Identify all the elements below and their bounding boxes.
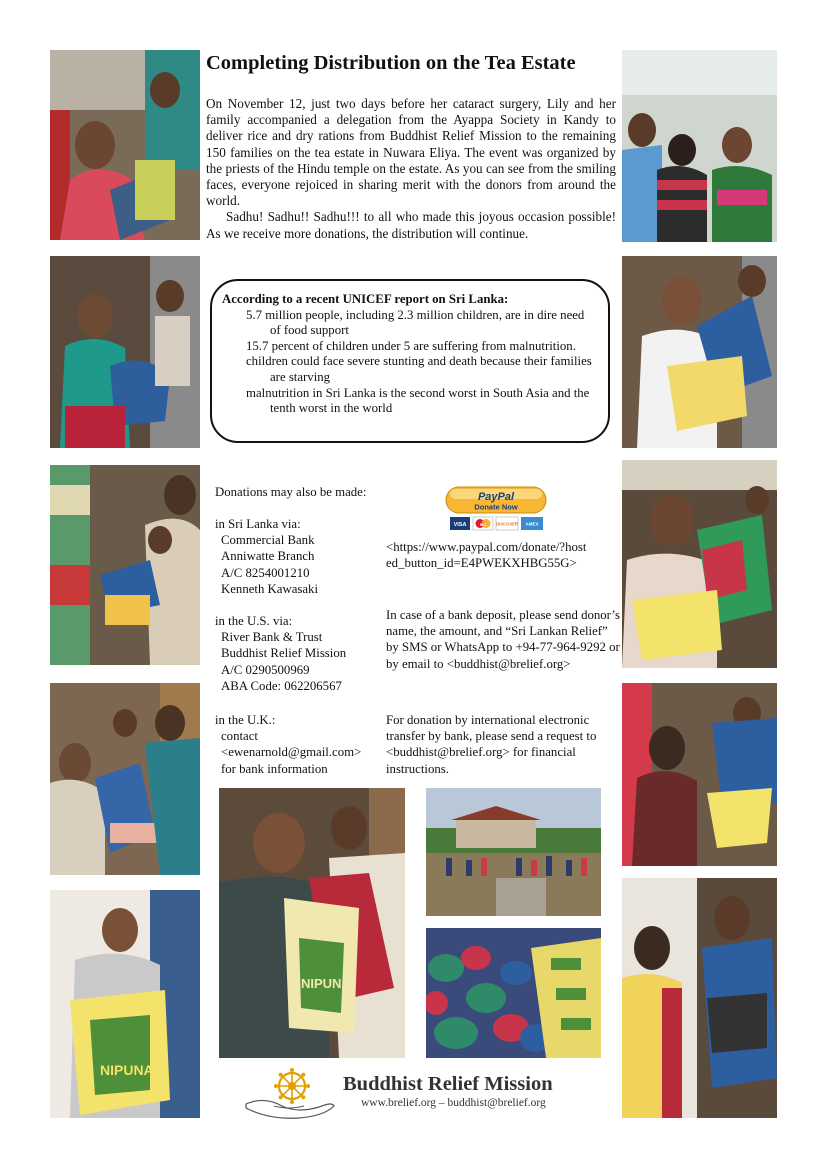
- paypal-url-line[interactable]: <https://www.paypal.com/donate/?host: [386, 540, 587, 554]
- wire-transfer-text: For donation by international electronic transfer by bank, please send a request to <buddhist@brelief.org> for financial instructions.: [386, 713, 597, 776]
- rice-bag-label: NIPUNA: [100, 1062, 154, 1078]
- bank-deposit-text: In case of a bank deposit, please send donor’s name, the amount, and “Sri Lankan Relief” by SMS or WhatsApp to +94-77-964-9292 or by email to <buddhist@brelief.org>: [386, 608, 620, 671]
- donations-us: [215, 613, 346, 694]
- intro-paragraph-1: On November 12, just two days before her cataract surgery, Lily and her family accompanied a delegation from the Ayappa Society in Kandy to deliver rice and dry rations from Buddhist Relief Mission to the remaining 150 families on the tea estate in Nuwara Eliya. The event was organized by the priests of the Hindu temple on the estate. As you can see from the smiling faces, everyone rejoiced in sharing merit with the donors from around the world.: [206, 96, 616, 209]
- card-mastercard: MC: [479, 522, 487, 527]
- unicef-item: malnutrition in Sri Lanka is the second worst in South Asia and the tenth worst in the world: [246, 385, 590, 416]
- photo-boy-smiling: [622, 256, 777, 448]
- rice-bag-label: NIPUNA: [301, 976, 351, 991]
- intro-text: [206, 96, 616, 242]
- org-contact-links[interactable]: www.brelief.org – buddhist@brelief.org: [361, 1097, 546, 1109]
- photo-ration-bags-pile: [426, 928, 601, 1058]
- photo-boy-with-rice-bag: [50, 890, 200, 1118]
- uk-heading: in the U.K.:: [215, 713, 276, 727]
- photo-man-green-bag: [622, 460, 777, 668]
- unicef-item: 5.7 million people, including 2.3 million children, are in dire need of food support: [246, 307, 585, 338]
- paypal-url-line[interactable]: ed_button_id=E4PWEKXHBG55G>: [386, 556, 577, 571]
- unicef-item: children could face severe stunting and death because their families are starving: [246, 354, 592, 384]
- sri-lanka-line: Kenneth Kawasaki: [221, 581, 319, 596]
- unicef-report-box: [210, 279, 610, 443]
- uk-line: contact: [221, 729, 258, 744]
- card-amex: AMEX: [525, 521, 539, 527]
- unicef-item: 15.7 percent of children under 5 are suffering from malnutrition.: [246, 338, 576, 353]
- dharma-wheel-logo: [244, 1066, 336, 1120]
- paypal-donate-button[interactable]: [444, 486, 548, 532]
- donations-sri-lanka: [215, 516, 318, 597]
- sri-lanka-heading: in Sri Lanka via:: [215, 517, 301, 531]
- page-title: Completing Distribution on the Tea Estate: [206, 52, 576, 74]
- photo-estate-crowd: [426, 788, 601, 916]
- card-discover: DISCOVER: [496, 521, 518, 527]
- photo-woman-teal-blouse: [50, 256, 200, 448]
- us-line: River Bank & Trust: [221, 630, 323, 645]
- intro-paragraph-2: Sadhu! Sadhu!! Sadhu!!! to all who made this joyous occasion possible! As we receive more donations, the distribution will continue.: [206, 209, 616, 241]
- donations-uk: [215, 712, 361, 777]
- us-heading: in the U.S. via:: [215, 614, 293, 628]
- us-line: Buddhist Relief Mission: [221, 646, 347, 661]
- photo-woman-green-sari: [622, 50, 777, 242]
- paypal-url[interactable]: [386, 539, 586, 571]
- sri-lanka-line: A/C 8254001210: [221, 565, 310, 580]
- photo-man-with-nipuna-bag: [219, 788, 405, 1058]
- photo-woman-yellow-top: [622, 878, 777, 1118]
- photo-woman-receiving-bag: [50, 50, 200, 240]
- card-visa: VISA: [453, 522, 467, 528]
- photo-man-loading-bags: [50, 465, 200, 665]
- uk-email-link[interactable]: <ewenarnold@gmail.com>: [221, 745, 362, 760]
- paypal-donate-label: Donate Now: [474, 502, 518, 512]
- us-line: ABA Code: 062206567: [221, 678, 342, 693]
- paypal-brand: PayPal: [477, 491, 515, 503]
- sri-lanka-line: Commercial Bank: [221, 533, 315, 548]
- donations-intro: Donations may also be made:: [215, 485, 367, 499]
- uk-line: for bank information: [221, 761, 328, 776]
- org-name: Buddhist Relief Mission: [343, 1073, 553, 1095]
- unicef-heading: According to a recent UNICEF report on Sri Lanka:: [222, 292, 509, 306]
- us-line: A/C 0290500969: [221, 662, 310, 677]
- photo-elderly-woman: [50, 683, 200, 875]
- unicef-list: [222, 308, 594, 417]
- sri-lanka-line: Anniwatte Branch: [221, 549, 315, 564]
- photo-girl-with-bag: [622, 683, 777, 866]
